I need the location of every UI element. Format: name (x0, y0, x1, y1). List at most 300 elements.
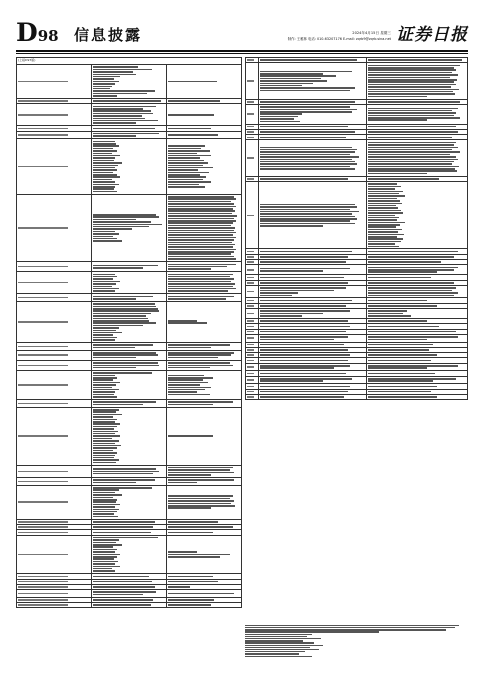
row-number-cell (17, 407, 92, 465)
original-clause-cell (92, 478, 167, 486)
text-line (93, 150, 117, 152)
text-line (247, 277, 254, 279)
text-line (247, 337, 254, 339)
text-line (168, 586, 190, 588)
text-line (168, 283, 235, 285)
text-line (368, 210, 401, 212)
original-clause-cell (92, 400, 167, 408)
text-line (368, 149, 452, 151)
row-number-cell (246, 363, 259, 371)
text-line (260, 204, 355, 206)
table-row (17, 590, 242, 598)
disclosure-table-left (16, 57, 242, 608)
text-line (93, 231, 115, 233)
row-number-cell (17, 465, 92, 477)
text-line (168, 227, 235, 229)
text-line (260, 315, 302, 317)
text-line (260, 282, 348, 284)
text-line (368, 367, 427, 369)
text-line (168, 296, 234, 298)
revised-clause-cell (167, 590, 242, 598)
text-line (260, 73, 323, 75)
text-line (247, 131, 254, 133)
text-line (93, 334, 113, 336)
text-line (168, 479, 234, 481)
text-line (93, 499, 117, 501)
text-line (93, 554, 120, 556)
text-line (93, 468, 156, 470)
text-line (368, 77, 450, 79)
text-line (93, 546, 113, 548)
text-line (93, 327, 119, 329)
original-clause-cell (92, 139, 167, 194)
text-line (260, 106, 350, 108)
text-line (368, 222, 405, 224)
text-line (260, 113, 302, 115)
text-line (168, 100, 220, 102)
original-clause-cell (259, 182, 367, 249)
text-line (368, 93, 455, 95)
text-line (247, 326, 254, 328)
masthead (0, 0, 484, 52)
row-number-cell (17, 370, 92, 399)
text-line (168, 155, 211, 157)
continuation-note: (上接D97版) (17, 58, 242, 65)
text-line (247, 379, 254, 381)
text-line (93, 172, 113, 174)
text-line (368, 195, 405, 197)
text-line (368, 229, 402, 231)
text-line (93, 184, 119, 186)
text-line (168, 157, 200, 159)
text-line (247, 282, 254, 284)
text-line (93, 233, 119, 235)
text-line (260, 290, 334, 292)
text-line (93, 66, 138, 68)
text-line (368, 331, 456, 333)
text-line (168, 482, 197, 484)
table-row (17, 400, 242, 408)
text-line (368, 251, 458, 253)
text-line (168, 354, 231, 356)
row-number-cell (17, 603, 92, 608)
text-line (260, 367, 334, 369)
text-line (93, 306, 156, 308)
text-line (368, 205, 396, 207)
text-line (368, 295, 454, 297)
text-line (260, 166, 350, 168)
text-line (368, 72, 452, 74)
text-line (245, 645, 323, 646)
text-line (93, 394, 114, 396)
text-line (368, 207, 398, 209)
text-line (93, 404, 143, 406)
text-line (168, 599, 214, 601)
text-line (245, 649, 319, 650)
revised-clause-cell (167, 478, 242, 486)
row-number-cell (17, 301, 92, 342)
text-line (368, 159, 458, 161)
text-line (168, 375, 204, 377)
original-clause-cell (259, 63, 367, 99)
text-line (260, 101, 355, 103)
text-line (93, 387, 112, 389)
text-line (247, 137, 254, 139)
text-line (168, 322, 207, 324)
text-line (247, 126, 254, 128)
text-line (93, 506, 115, 508)
text-line (247, 360, 254, 362)
row-number-cell (17, 400, 92, 408)
text-line (93, 135, 136, 137)
text-line (368, 287, 456, 289)
text-line (245, 625, 459, 626)
text-line (168, 264, 236, 266)
table-row (17, 407, 242, 465)
text-line (93, 591, 156, 593)
text-line (260, 206, 357, 208)
text-line (93, 544, 122, 546)
text-line (260, 251, 352, 253)
text-line (93, 216, 159, 218)
text-line (168, 352, 234, 354)
text-line (93, 445, 121, 447)
text-line (168, 174, 200, 176)
text-line (260, 277, 344, 279)
text-line (18, 501, 68, 503)
text-line (93, 276, 117, 278)
original-clause-cell (259, 394, 367, 399)
original-clause-cell (92, 350, 167, 360)
text-line (260, 360, 348, 362)
text-line (18, 435, 68, 437)
text-line (368, 219, 397, 221)
text-line (93, 133, 159, 135)
text-line (368, 170, 457, 172)
row-number-cell (246, 63, 259, 99)
text-line (368, 391, 431, 393)
text-line (18, 604, 68, 606)
text-line (93, 551, 115, 553)
revised-clause-cell (167, 343, 242, 351)
text-line (93, 396, 117, 398)
text-line (93, 482, 136, 484)
table-row (246, 394, 468, 399)
revised-clause-cell (367, 140, 468, 176)
table-row (17, 465, 242, 477)
text-line (368, 86, 451, 88)
original-clause-cell (92, 603, 167, 608)
text-line (368, 200, 400, 202)
row-number-cell (246, 140, 259, 176)
revised-clause-cell (367, 265, 468, 275)
text-line (18, 266, 68, 268)
text-line (93, 169, 117, 171)
text-line (368, 396, 437, 398)
text-line (168, 281, 231, 283)
text-line (18, 321, 68, 323)
text-line (168, 218, 234, 220)
text-line (168, 220, 236, 222)
text-line (168, 593, 234, 595)
table-row (17, 139, 242, 194)
revised-clause-cell (167, 104, 242, 126)
row-number-cell (246, 104, 259, 124)
text-line (368, 151, 460, 153)
table-row (17, 350, 242, 360)
text-line (260, 320, 348, 322)
text-line (368, 117, 460, 119)
text-line (93, 118, 145, 120)
text-line (168, 145, 205, 147)
text-line (245, 647, 310, 648)
table-row (246, 285, 468, 297)
text-line (368, 163, 452, 165)
text-line (260, 161, 355, 163)
text-line (368, 67, 454, 69)
text-line (93, 141, 115, 143)
text-line (245, 653, 299, 654)
table-row (246, 104, 468, 124)
text-line (18, 354, 68, 356)
text-line (93, 226, 149, 228)
text-line (168, 176, 206, 178)
text-line (245, 629, 446, 630)
original-clause-cell (92, 301, 167, 342)
text-line (247, 80, 254, 82)
row-number-cell (17, 535, 92, 574)
text-line (93, 153, 112, 155)
text-line (168, 290, 228, 292)
text-line (368, 267, 458, 269)
text-line (18, 384, 68, 386)
text-line (260, 339, 334, 341)
row-number-cell (17, 478, 92, 486)
text-line (368, 277, 431, 279)
row-number-cell (246, 308, 259, 318)
original-clause-cell (259, 104, 367, 124)
text-line (93, 365, 159, 367)
text-line (168, 278, 234, 280)
text-line (93, 497, 113, 499)
text-line (247, 320, 254, 322)
row-number-cell (17, 350, 92, 360)
text-line (245, 651, 305, 652)
text-line (168, 128, 211, 130)
text-line (368, 178, 439, 180)
row-number-cell (17, 104, 92, 126)
text-line (247, 291, 254, 293)
text-line (93, 308, 158, 310)
original-clause-cell (92, 407, 167, 465)
text-line (260, 163, 357, 165)
text-line (93, 438, 112, 440)
text-line (93, 558, 114, 560)
text-line (245, 631, 379, 632)
text-line (168, 384, 200, 386)
revised-clause-cell (167, 370, 242, 399)
text-line (18, 166, 68, 168)
text-line (93, 414, 122, 416)
revised-clause-cell (367, 394, 468, 399)
text-line (245, 634, 312, 635)
text-line (368, 188, 395, 190)
text-line (18, 593, 68, 595)
text-line (247, 354, 254, 356)
text-line (93, 513, 114, 515)
text-line (247, 157, 254, 159)
text-line (368, 315, 411, 317)
text-line (245, 642, 314, 643)
text-line (168, 206, 236, 208)
table-row (17, 272, 242, 294)
revised-clause-cell (367, 285, 468, 297)
text-line (93, 286, 112, 288)
text-line (168, 230, 234, 232)
text-line (168, 404, 213, 406)
table-row (17, 131, 242, 139)
right-column (245, 57, 468, 400)
text-line (168, 160, 204, 162)
text-line (260, 75, 336, 77)
disclosure-table-right (245, 57, 468, 400)
text-line (93, 431, 118, 433)
text-line (260, 310, 350, 312)
text-line (93, 88, 110, 90)
text-line (260, 151, 355, 153)
text-line (168, 148, 201, 150)
text-line (368, 193, 399, 195)
text-line (93, 228, 132, 230)
text-line (18, 581, 68, 583)
text-line (168, 237, 236, 239)
text-line (93, 549, 117, 551)
row-number-cell (17, 262, 92, 272)
text-line (368, 246, 399, 248)
text-line (93, 69, 152, 71)
text-line (368, 198, 397, 200)
revised-clause-cell (167, 65, 242, 99)
text-line (93, 95, 117, 97)
original-clause-cell (92, 294, 167, 302)
text-line (93, 318, 148, 320)
text-line (368, 108, 458, 110)
text-line (93, 296, 153, 298)
text-line (93, 238, 117, 240)
text-line (168, 249, 236, 251)
text-line (260, 126, 348, 128)
row-number-cell (246, 394, 259, 399)
text-line (247, 396, 254, 398)
text-line (368, 373, 435, 375)
text-line (93, 181, 115, 183)
text-line (368, 217, 399, 219)
text-line (368, 339, 427, 341)
text-line (260, 336, 348, 338)
text-line (93, 110, 151, 112)
text-line (260, 216, 355, 218)
text-line (93, 379, 113, 381)
text-line (168, 551, 197, 553)
text-line (260, 154, 350, 156)
row-number-cell (246, 376, 259, 384)
text-line (168, 526, 233, 528)
table-row (246, 334, 468, 342)
row-number-cell (17, 485, 92, 519)
text-line (260, 292, 298, 294)
text-line (245, 640, 303, 641)
text-line (18, 134, 68, 136)
original-clause-cell (259, 376, 367, 384)
text-line (168, 286, 233, 288)
text-line (260, 268, 350, 270)
text-line (368, 256, 454, 258)
text-line (93, 384, 116, 386)
text-line (368, 336, 458, 338)
text-line (93, 148, 113, 150)
row-number-cell (246, 334, 259, 342)
text-line (93, 157, 115, 159)
text-line (93, 113, 153, 115)
text-line (168, 242, 232, 244)
text-line (368, 241, 401, 243)
text-line (93, 375, 115, 377)
text-line (168, 162, 208, 164)
text-line (93, 320, 149, 322)
text-line (93, 145, 119, 147)
text-line (93, 516, 118, 518)
text-line (93, 128, 155, 130)
row-number-cell (246, 182, 259, 249)
revised-clause-cell (367, 334, 468, 342)
text-line (93, 561, 118, 563)
table-row (246, 376, 468, 384)
text-line (260, 147, 352, 149)
text-line (93, 214, 156, 216)
text-line (260, 149, 357, 151)
original-clause-cell (92, 370, 167, 399)
revised-clause-cell (367, 63, 468, 99)
revised-clause-cell (167, 360, 242, 370)
text-line (93, 78, 114, 80)
text-line (368, 81, 454, 83)
text-line (368, 360, 431, 362)
text-line (93, 450, 113, 452)
text-line (93, 120, 158, 122)
text-line (168, 556, 220, 558)
text-line (168, 246, 233, 248)
table-row (246, 140, 468, 176)
text-line (260, 223, 355, 225)
text-line (168, 347, 211, 349)
text-line (368, 320, 427, 322)
text-line (168, 210, 235, 212)
text-line (93, 310, 159, 312)
text-line (368, 142, 456, 144)
original-clause-cell (259, 363, 367, 371)
original-clause-cell (92, 104, 167, 126)
text-line (93, 599, 153, 601)
text-line (93, 440, 119, 442)
text-line (93, 143, 116, 145)
revised-clause-cell (167, 535, 242, 574)
text-line (93, 421, 115, 423)
table-row (246, 182, 468, 249)
text-line (168, 266, 227, 268)
text-line (260, 396, 344, 398)
text-line (247, 386, 254, 388)
text-line (168, 391, 197, 393)
